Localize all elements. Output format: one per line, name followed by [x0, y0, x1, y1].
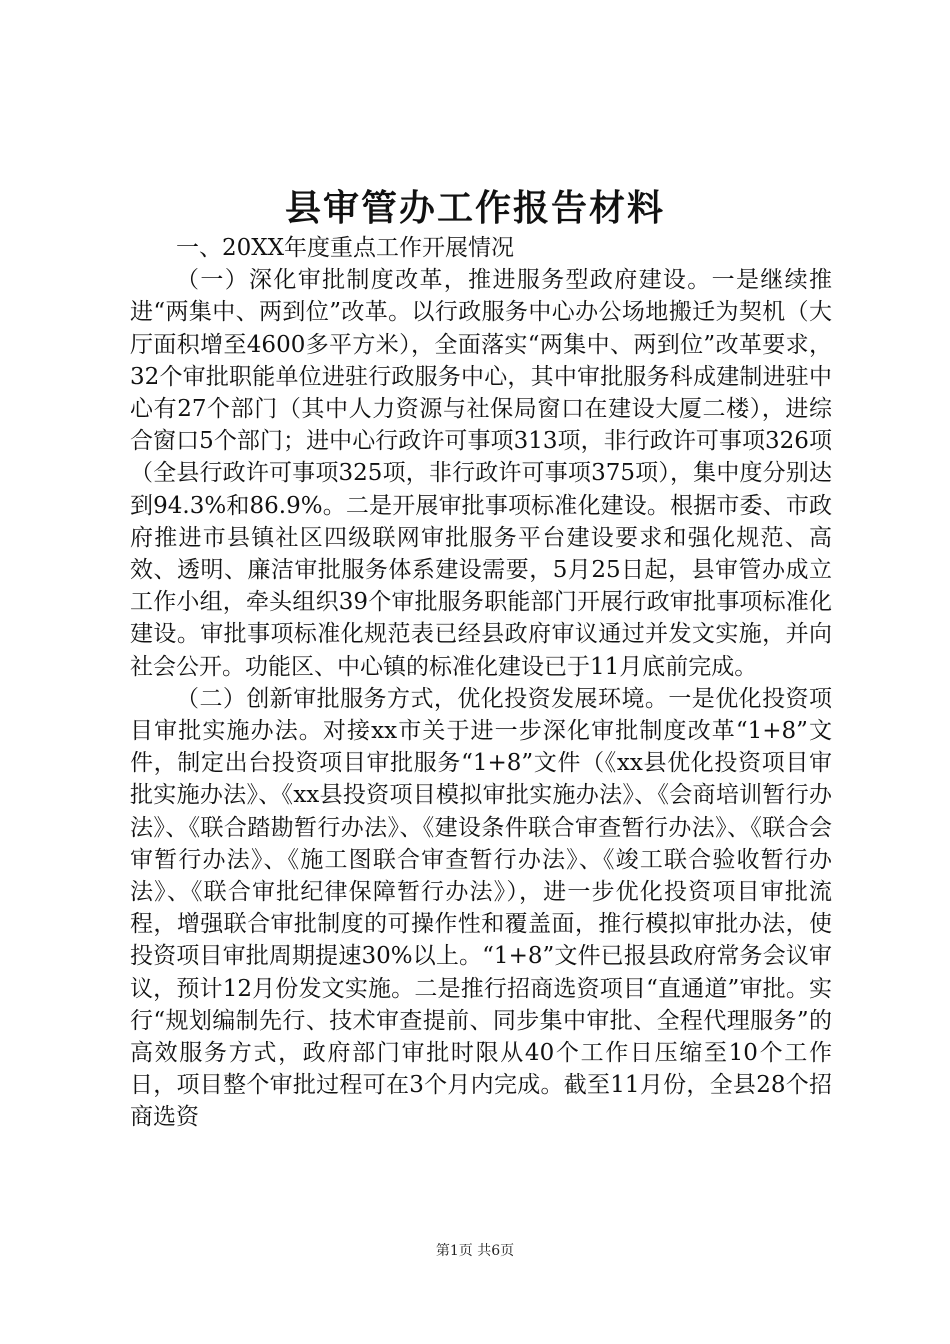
paragraph-2: （二）创新审批服务方式，优化投资发展环境。一是优化投资项目审批实施办法。对接xx市关于进一步深化审批制度改革“1+8”文件，制定出台投资项目审批服务“1+8”文件（《xx县优化投资项目审批实施办法》、《xx县投资项目模拟审批实施办法》、《会商培训暂行办法》、《联合踏勘暂行办法》、《建设条件联合审查暂行办法》、《联合会审暂行办法》、《施工图联合审查暂行办法》、《竣工联合验收暂行办法》、《联合审批纪律保障暂行办法》），进一步优化投资项目审批流程，增强联合审批制度的可操作性和覆盖面，推行模拟审批办法，使投资项目审批周期提速30%以上。“1+8”文件已报县政府常务会议审议，预计12月份发文实施。二是推行招商选资项目“直通道”审批。实行“规划编制先行、技术审查提前、同步集中审批、全程代理服务”的高效服务方式，政府部门审批时限从40个工作日压缩至10个工作日，项目整个审批过程可在3个月内完成。截至11月份，全县28个招商选资 [130, 685, 832, 1131]
page-footer: 第1页 共6页 [435, 1243, 515, 1259]
document-body [130, 232, 832, 1134]
document-title: 县审管办工作报告材料 [284, 187, 665, 229]
paragraph-1: （一）深化审批制度改革，推进服务型政府建设。一是继续推进“两集中、两到位”改革。以行政服务中心办公场地搬迁为契机（大厅面积增至4600多平方米），全面落实“两集中、两到位”改革要求，32个审批职能单位进驻行政服务中心，其中审批服务科成建制进驻中心有27个部门（其中人力资源与社保局窗口在建设大厦二楼），进综合窗口5个部门；进中心行政许可事项313项，非行政许可事项326项（全县行政许可事项325项，非行政许可事项375项），集中度分别达到94.3%和86.9%。二是开展审批事项标准化建设。根据市委、市政府推进市县镇社区四级联网审批服务平台建设要求和强化规范、高效、透明、廉洁审批服务体系建设需要，5月25日起，县审管办成立工作小组，牵头组织39个审批服务职能部门开展行政审批事项标准化建设。审批事项标准化规范表已经县政府审议通过并发文实施，并向社会公开。功能区、中心镇的标准化建设已于11月底前完成。 [130, 267, 832, 680]
section-heading: 一、20XX年度重点工作开展情况 [176, 235, 515, 261]
